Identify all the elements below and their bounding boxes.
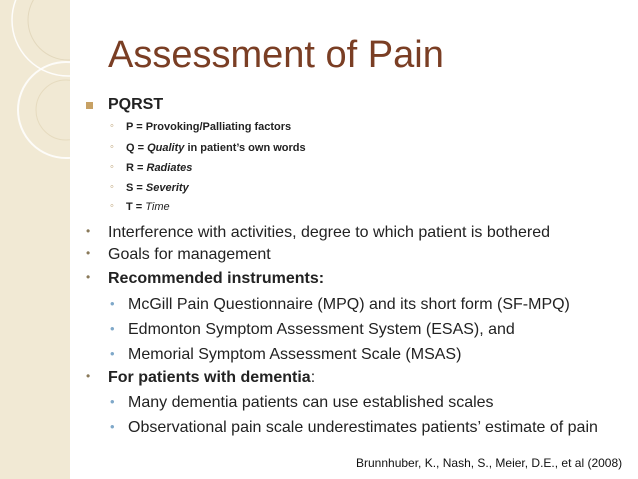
sub-bullet-text: Provoking/Palliating factors — [145, 121, 292, 133]
dot-bullet-icon: • — [86, 224, 91, 238]
dot-bullet-icon: • — [86, 270, 91, 284]
letter-label: Q = — [126, 142, 145, 154]
bullet-text: Goals for management — [108, 246, 271, 263]
slide-title: Assessment of Pain — [108, 34, 444, 76]
bullet-text: PQRST — [108, 96, 164, 113]
citation: Brunnhuber, K., Nash, S., Meier, D.E., et al (2008) — [356, 456, 623, 470]
dot-bullet-icon: • — [86, 369, 91, 383]
square-bullet-icon — [86, 96, 93, 114]
sub-bullet-text: in patient’s own words — [187, 142, 306, 154]
circle-bullet-icon: ◦ — [110, 161, 114, 173]
bullet-text: For patients with dementia — [108, 369, 311, 386]
bullet-colon: : — [310, 369, 316, 386]
dot-bullet-icon: • — [110, 419, 115, 434]
bullet-text: Interference with activities, degree to which patient is bothered — [108, 224, 551, 241]
emphasis-text: Severity — [145, 182, 189, 194]
decorative-sidebar — [0, 0, 70, 479]
letter-label: T = — [126, 201, 143, 213]
letter-label: R = — [126, 162, 144, 174]
sub-bullet-text: Edmonton Symptom Assessment System (ESAS), and — [128, 321, 515, 338]
circle-bullet-icon: ◦ — [110, 141, 114, 153]
sub-bullet-text: Observational pain scale underestimates patients’ estimate of pain — [128, 419, 598, 436]
dot-bullet-icon: • — [110, 394, 115, 409]
decorative-circles-graphic — [0, 0, 70, 479]
letter-label: S = — [126, 182, 143, 194]
emphasis-text: Quality — [147, 142, 185, 154]
dot-bullet-icon: • — [86, 246, 91, 260]
sub-bullet-text: McGill Pain Questionnaire (MPQ) and its short form (SF-MPQ) — [128, 296, 570, 313]
dot-bullet-icon: • — [110, 321, 115, 336]
circle-bullet-icon: ◦ — [110, 120, 114, 132]
sub-bullet-text: Many dementia patients can use established scales — [128, 394, 494, 411]
circle-bullet-icon: ◦ — [110, 200, 114, 212]
dot-bullet-icon: • — [110, 296, 115, 311]
letter-label: P = — [126, 121, 143, 133]
emphasis-text: Radiates — [146, 162, 193, 174]
emphasis-text: Time — [145, 201, 170, 213]
bullet-text: Recommended instruments: — [108, 270, 325, 287]
circle-bullet-icon: ◦ — [110, 181, 114, 193]
dot-bullet-icon: • — [110, 346, 115, 361]
sub-bullet-text: Memorial Symptom Assessment Scale (MSAS) — [128, 346, 462, 363]
